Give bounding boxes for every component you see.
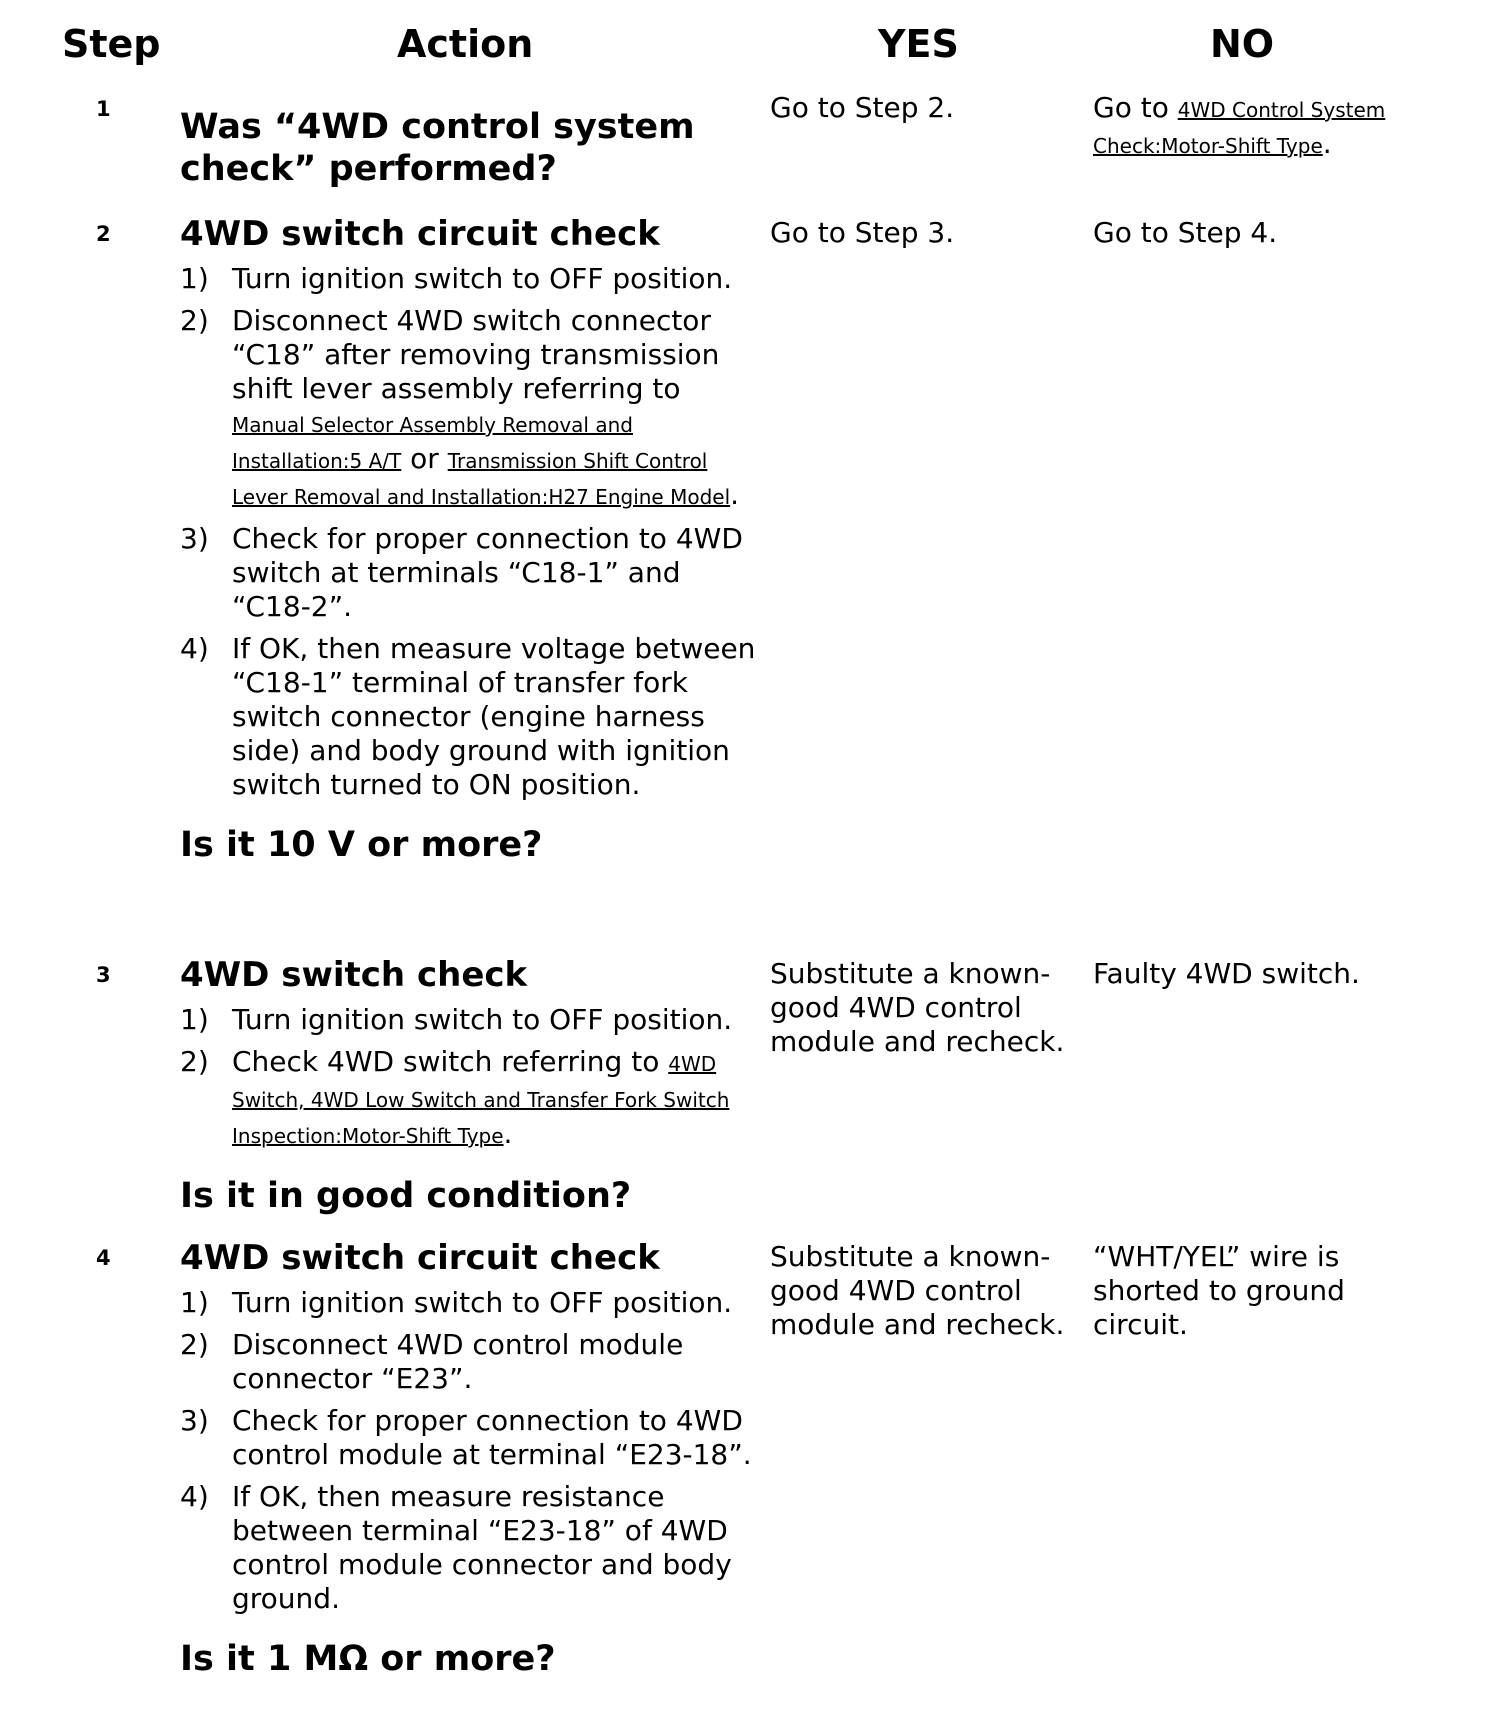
step-3-no: Faulty 4WD switch.	[1093, 957, 1360, 990]
header-yes: YES	[878, 22, 959, 66]
step-number-3: 3	[96, 963, 111, 987]
step-4-action	[180, 1238, 760, 1680]
step-1-no-suffix: .	[1322, 127, 1332, 160]
item-number: 2)	[180, 304, 209, 337]
item-number: 3)	[180, 522, 209, 555]
item-text: Turn ignition switch to OFF position.	[232, 1003, 733, 1036]
item-number: 2)	[180, 1328, 209, 1361]
step-1-no-prefix: Go to	[1093, 91, 1178, 124]
item-text: Disconnect 4WD control module connector “E23”.	[232, 1328, 684, 1395]
shift-lever-link[interactable]: Transmission Shift Control Lever Removal and Installation:H27 Engine Model	[232, 449, 731, 509]
step-2-no: Go to Step 4.	[1093, 216, 1278, 249]
step-number-1: 1	[96, 97, 111, 121]
step-2-item-2	[180, 304, 760, 514]
step-4-question: Is it 1 MΩ or more?	[180, 1639, 556, 1679]
step-2-question: Is it 10 V or more?	[180, 825, 543, 865]
step-2-action	[180, 214, 760, 866]
step-1-action	[180, 106, 760, 190]
step-2-item-1	[180, 262, 760, 296]
step-3-question: Is it in good condition?	[180, 1176, 632, 1216]
step-4-item-4	[180, 1480, 760, 1616]
step-number-4: 4	[96, 1246, 111, 1270]
step-3-action	[180, 955, 760, 1217]
manual-selector-link[interactable]: Manual Selector Assembly Removal and Installation:5 A/T	[232, 413, 633, 473]
step-4-item-2	[180, 1328, 760, 1396]
item-number: 1)	[180, 1003, 209, 1036]
item-text: Turn ignition switch to OFF position.	[232, 262, 733, 295]
step-2-item-4	[180, 632, 760, 802]
item-number: 1)	[180, 262, 209, 295]
step-3-title: 4WD switch check	[180, 955, 528, 995]
item-text: Disconnect 4WD switch connector “C18” after removing transmission shift lever assembly referring to	[232, 304, 720, 405]
item-text: Check for proper connection to 4WD control module at terminal “E23-18”.	[232, 1404, 752, 1471]
step-1-question: Was “4WD control system check” performed?	[180, 107, 695, 189]
item-number: 3)	[180, 1404, 209, 1437]
header-action: Action	[397, 22, 534, 66]
header-no: NO	[1210, 22, 1275, 66]
step-1-no	[1093, 91, 1423, 163]
switch-inspection-link[interactable]: 4WD Switch, 4WD Low Switch and Transfer Fork Switch Inspection:Motor-Shift Type	[232, 1052, 730, 1148]
step-4-title: 4WD switch circuit check	[180, 1238, 660, 1278]
step-4-no: “WHT/YEL” wire is shorted to ground circuit.	[1093, 1240, 1345, 1341]
item-text: Turn ignition switch to OFF position.	[232, 1286, 733, 1319]
item-text: If OK, then measure voltage between “C18-1” terminal of transfer fork switch connector (engine harness side) and body ground with ignition switch turned to ON position.	[232, 632, 756, 801]
item-text: Check for proper connection to 4WD switch at terminals “C18-1” and “C18-2”.	[232, 522, 743, 623]
step-3-item-1	[180, 1003, 760, 1037]
item-or: or	[401, 442, 448, 475]
step-2-yes: Go to Step 3.	[770, 216, 955, 249]
item-number: 1)	[180, 1286, 209, 1319]
step-3-yes: Substitute a known-good 4WD control module and recheck.	[770, 957, 1065, 1058]
item-number: 4)	[180, 1480, 209, 1513]
item-end: .	[503, 1117, 513, 1150]
item-end: .	[730, 478, 740, 511]
step-1-yes: Go to Step 2.	[770, 91, 955, 124]
step-3-item-2	[180, 1045, 760, 1153]
step-2-item-3	[180, 522, 760, 624]
item-text: If OK, then measure resistance between terminal “E23-18” of 4WD control module connector and body ground.	[232, 1480, 732, 1615]
step-4-yes: Substitute a known-good 4WD control module and recheck.	[770, 1240, 1065, 1341]
item-number: 2)	[180, 1045, 209, 1078]
header-step: Step	[62, 22, 161, 66]
item-number: 4)	[180, 632, 209, 665]
item-text: Check 4WD switch referring to	[232, 1045, 669, 1078]
step-number-2: 2	[96, 222, 111, 246]
step-1-no-link[interactable]: 4WD Control System Check:Motor-Shift Type	[1093, 98, 1386, 158]
step-2-title: 4WD switch circuit check	[180, 214, 660, 254]
step-4-item-3	[180, 1404, 760, 1472]
step-4-item-1	[180, 1286, 760, 1320]
